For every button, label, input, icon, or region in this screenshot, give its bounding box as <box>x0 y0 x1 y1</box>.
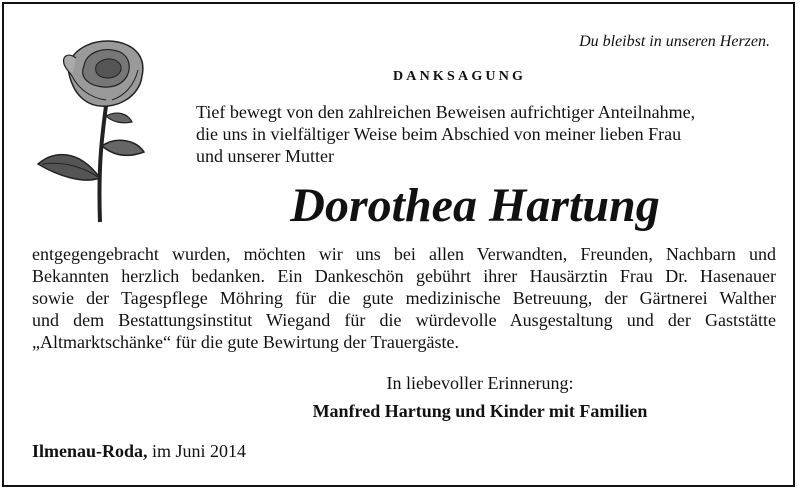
intro-line: und unserer Mutter <box>196 146 334 166</box>
closing-text: In liebevoller Erinnerung: <box>386 373 574 393</box>
intro-text <box>196 101 776 167</box>
body-line: „Altmarktschänke“ für die gute Bewirtung der Trauergäste. <box>32 332 460 352</box>
body-line: und dem Bestattungsinstitut Wiegand für die würdevolle Ausgestaltung und der Gaststätte <box>32 310 776 330</box>
date: im Juni 2014 <box>152 441 247 461</box>
body-line: entgegengebracht wurden, möchten wir uns bei allen Verwandten, Freunden, Nachbarn und <box>32 244 776 264</box>
motto: Du bleibst in unseren Herzen. <box>579 33 770 50</box>
body-text <box>32 243 776 353</box>
signers: Manfred Hartung und Kinder mit Familien <box>312 401 648 421</box>
heading: DANKSAGUNG <box>393 69 527 84</box>
body-line: Bekannten herzlich bedanken. Ein Dankeschön gebührt ihrer Hausärztin Frau Dr. Hasenauer <box>32 266 776 286</box>
body-line: sowie der Tagespflege Möhring für die gute medizinische Betreuung, der Gärtnerei Walther <box>32 288 776 308</box>
intro-line: Tief bewegt von den zahlreichen Beweisen aufrichtiger Anteilnahme, <box>196 102 696 122</box>
place: Ilmenau-Roda, <box>32 441 148 461</box>
deceased-name: Dorothea Hartung <box>290 179 660 232</box>
place-date <box>32 441 246 462</box>
intro-line: die uns in vielfältiger Weise beim Abschied von meiner lieben Frau <box>196 124 682 144</box>
